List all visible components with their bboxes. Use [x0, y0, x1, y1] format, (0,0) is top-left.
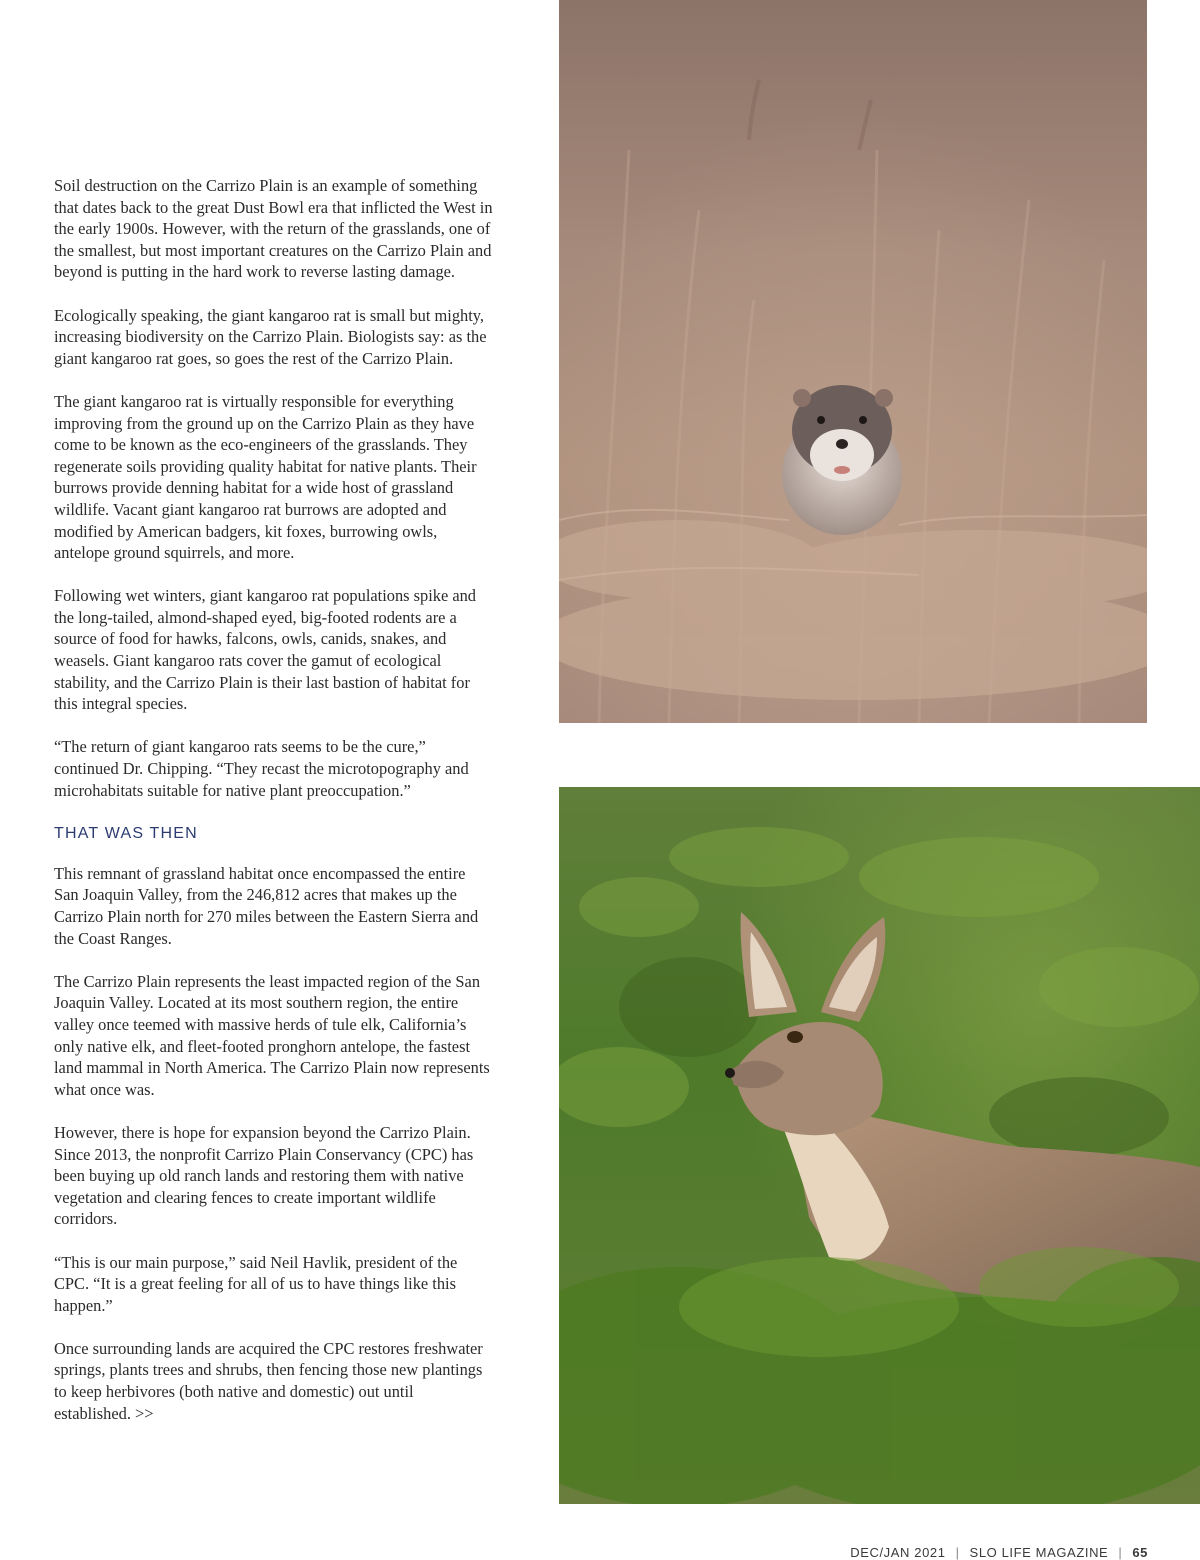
paragraph: “The return of giant kangaroo rats seems to be the cure,” continued Dr. Chipping. “They recast the microtopography and microhabitats suitable for native plant preoccupation.”: [54, 737, 469, 800]
footer-separator: |: [1118, 1545, 1123, 1560]
paragraph: However, there is hope for expansion beyond the Carrizo Plain. Since 2013, the nonprofit Carrizo Plain Conservancy (CPC) has been buying up old ranch lands and restoring them with native vegetation and clearing fences to create important wildlife corridors.: [54, 1122, 474, 1229]
page-number: 65: [1132, 1545, 1148, 1560]
kit-fox-image: [559, 787, 1200, 1504]
section-heading: THAT WAS THEN: [54, 824, 198, 842]
paragraph: The giant kangaroo rat is virtually responsible for everything improving from the ground up on the Carrizo Plain as they have come to be known as the eco-engineers of the grasslands. They regenerate soils providing quality habitat for native plants. Their burrows provide denning habitat for a wide host of grassland wildlife. Vacant giant kangaroo rat burrows are adopted and modified by American badgers, kit foxes, burrowing owls, antelope ground squirrels, and more.: [54, 391, 477, 563]
issue-date: DEC/JAN 2021: [850, 1545, 946, 1560]
magazine-name: SLO LIFE MAGAZINE: [969, 1545, 1109, 1560]
paragraph: “This is our main purpose,” said Neil Havlik, president of the CPC. “It is a great feeling for all of us to have things like this happen.”: [54, 1252, 458, 1315]
article-column: [54, 175, 494, 1446]
paragraph: Following wet winters, giant kangaroo rat populations spike and the long-tailed, almond-shaped eyed, big-footed rodents are a source of food for hawks, falcons, owls, canids, snakes, and weasels. Giant kangaroo rats cover the gamut of ecological stability, and the Carrizo Plain is their last bastion of habitat for this integral species.: [54, 586, 476, 714]
paragraph: Ecologically speaking, the giant kangaroo rat is small but mighty, increasing biodiversity on the Carrizo Plain. Biologists say: as the giant kangaroo rat goes, so goes the rest of the Carrizo Plain.: [54, 305, 487, 368]
kangaroo-rat-image: [559, 0, 1147, 723]
footer-separator: |: [955, 1545, 960, 1560]
kit-fox-photo: [559, 787, 1200, 1504]
kangaroo-rat-photo: [559, 0, 1147, 723]
paragraph: Soil destruction on the Carrizo Plain is an example of something that dates back to the great Dust Bowl era that inflicted the West in the early 1900s. However, with the return of the grasslands, one of the smallest, but most important creatures on the Carrizo Plain and beyond is putting in the hard work to reverse lasting damage.: [54, 176, 493, 282]
paragraph: This remnant of grassland habitat once encompassed the entire San Joaquin Valley, from the 246,812 acres that makes up the Carrizo Plain north for 270 miles between the Eastern Sierra and the Coast Ranges.: [54, 863, 479, 948]
paragraph: Once surrounding lands are acquired the CPC restores freshwater springs, plants trees and shrubs, then fencing those new plantings to keep herbivores (both native and domestic) out until established. >>: [54, 1338, 483, 1423]
paragraph: The Carrizo Plain represents the least impacted region of the San Joaquin Valley. Located at its most southern region, the entire valley once teemed with massive herds of tule elk, California’s only native elk, and fleet-footed pronghorn antelope, the fastest land mammal in North America. The Carrizo Plain now represents what once was.: [54, 971, 490, 1099]
